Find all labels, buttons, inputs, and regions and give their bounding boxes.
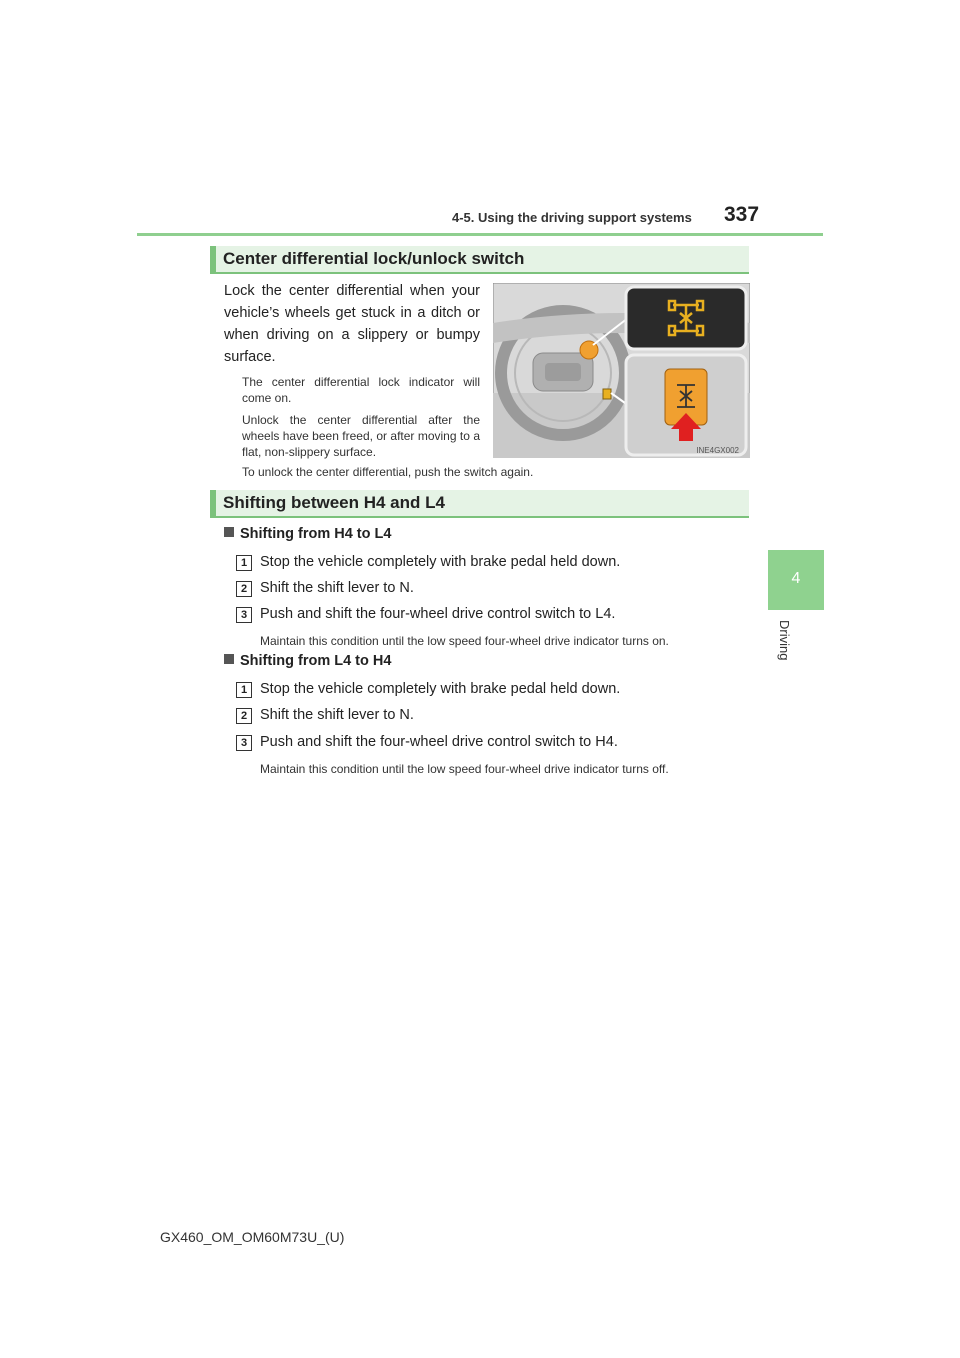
- step-number-badge: 3: [236, 607, 252, 623]
- chapter-label: Driving: [777, 620, 792, 661]
- center-diff-note-indicator: The center differential lock indicator will come on.: [242, 375, 480, 405]
- step-text: Stop the vehicle completely with brake pedal held down.: [260, 554, 621, 570]
- step-number-badge: 1: [236, 682, 252, 698]
- step-number-badge: 3: [236, 735, 252, 751]
- subheading-h4-to-l4: Shifting from H4 to L4: [224, 526, 391, 542]
- step-note-h4-to-l4: Maintain this condition until the low speed four-wheel drive indicator turns on.: [260, 634, 669, 648]
- center-diff-switch-illustration: [493, 283, 750, 458]
- center-diff-intro: Lock the center differential when your vehicle’s wheels get stuck in a ditch or when driving on a slippery or bumpy surface.: [224, 283, 480, 365]
- page-number: 337: [724, 203, 760, 226]
- step-text: Shift the shift lever to N.: [260, 707, 414, 723]
- step-text: Stop the vehicle completely with brake pedal held down.: [260, 681, 621, 697]
- section-heading-center-diff: Center differential lock/unlock switch: [210, 246, 749, 274]
- step-number-badge: 2: [236, 581, 252, 597]
- bullet-square-icon: [224, 654, 234, 664]
- bullet-square-icon: [224, 527, 234, 537]
- step-text: Push and shift the four-wheel drive control switch to H4.: [260, 734, 618, 750]
- center-diff-note-unlock: Unlock the center differential after the wheels have been freed, or after moving to a flat, non-slippery surface.: [242, 413, 480, 459]
- figure-code: INE4GX002: [696, 446, 739, 455]
- subheading-l4-to-h4: Shifting from L4 to H4: [224, 653, 391, 669]
- step-number-badge: 1: [236, 555, 252, 571]
- running-header-section: 4-5. Using the driving support systems: [452, 210, 692, 225]
- chapter-number: 4: [791, 570, 801, 587]
- section-heading-h4-l4: Shifting between H4 and L4: [210, 490, 749, 518]
- step-text: Push and shift the four-wheel drive control switch to L4.: [260, 606, 616, 622]
- header-divider: [137, 233, 823, 236]
- step-note-l4-to-h4: Maintain this condition until the low speed four-wheel drive indicator turns off.: [260, 762, 669, 776]
- document-code: GX460_OM_OM60M73U_(U): [160, 1229, 345, 1245]
- step-number-badge: 2: [236, 708, 252, 724]
- center-diff-note-push-again: To unlock the center differential, push the switch again.: [242, 465, 534, 479]
- step-text: Shift the shift lever to N.: [260, 580, 414, 596]
